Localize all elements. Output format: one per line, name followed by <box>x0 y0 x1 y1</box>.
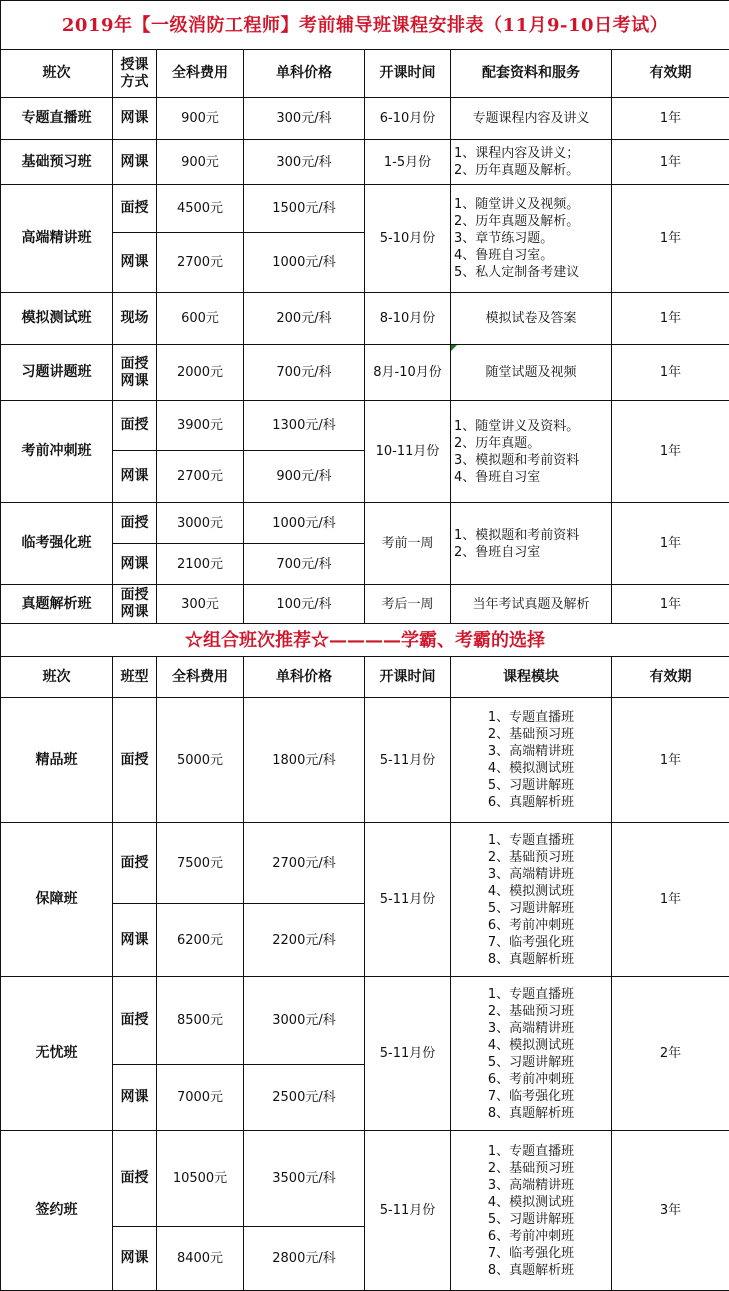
column-header: 配套资料和服务 <box>450 49 612 98</box>
teaching-mode: 网课 <box>112 232 157 293</box>
teaching-mode: 网课 <box>112 450 157 503</box>
start-time: 10-11月份 <box>364 400 451 503</box>
service <box>450 139 612 185</box>
full-fee: 6200元 <box>156 903 244 977</box>
list-item: 1、随堂讲义及视频。 <box>454 197 580 212</box>
package-name: 签约班 <box>0 1130 113 1291</box>
list-item: 7、临考强化班 <box>487 934 575 950</box>
subject-price: 3000元/科 <box>243 976 365 1065</box>
class-type: 面授 <box>112 1130 157 1227</box>
full-fee: 7000元 <box>156 1064 244 1131</box>
class-name: 习题讲题班 <box>0 344 113 401</box>
full-fee: 3900元 <box>156 400 244 451</box>
class-type: 网课 <box>112 1064 157 1131</box>
page-title: 2019年【一级消防工程师】考前辅导班课程安排表（11月9-10日考试） <box>0 0 729 50</box>
column-header: 有效期 <box>611 656 729 698</box>
class-type: 面授 <box>112 976 157 1065</box>
column-header: 班型 <box>112 656 157 698</box>
validity: 1年 <box>611 697 729 823</box>
service <box>450 502 612 585</box>
class-name: 专题直播班 <box>0 97 113 140</box>
full-fee: 900元 <box>156 139 244 185</box>
start-time: 考前一周 <box>364 502 451 585</box>
validity: 1年 <box>611 822 729 977</box>
full-fee: 2700元 <box>156 450 244 503</box>
start-time: 8月-10月份 <box>364 344 451 401</box>
class-name: 真题解析班 <box>0 584 113 624</box>
list-item: 6、真题解析班 <box>487 795 575 810</box>
column-header: 班次 <box>0 49 113 98</box>
list-item: 4、模拟测试班 <box>487 761 575 776</box>
full-fee: 3000元 <box>156 502 244 544</box>
validity: 1年 <box>611 139 729 185</box>
subject-price: 200元/科 <box>243 292 365 345</box>
full-fee: 5000元 <box>156 697 244 823</box>
validity: 1年 <box>611 344 729 401</box>
teaching-mode: 面授 <box>112 184 157 233</box>
list-item: 5、习题讲解班 <box>487 1054 575 1070</box>
teaching-mode: 现场 <box>112 292 157 345</box>
subject-price: 2200元/科 <box>243 903 365 977</box>
list-item: 2、历年真题及解析。 <box>454 163 580 178</box>
list-item: 2、鲁班自习室 <box>454 544 541 560</box>
full-fee: 7500元 <box>156 822 244 904</box>
service-list <box>488 709 574 811</box>
start-time: 考后一周 <box>364 584 451 624</box>
service: 当年考试真题及解析 <box>450 584 612 624</box>
subject-price: 2700元/科 <box>243 822 365 904</box>
class-type: 网课 <box>112 903 157 977</box>
column-header: 课程模块 <box>450 656 612 698</box>
teaching-mode: 面授 网课 <box>112 344 157 401</box>
full-fee: 8500元 <box>156 976 244 1065</box>
course-modules <box>450 1130 612 1291</box>
column-header: 单科价格 <box>243 49 365 98</box>
column-header: 全科费用 <box>156 49 244 98</box>
list-item: 2、基础预习班 <box>487 727 575 742</box>
column-header: 开课时间 <box>364 656 451 698</box>
class-type: 面授 <box>112 697 157 823</box>
subject-price: 100元/科 <box>243 584 365 624</box>
list-item: 1、专题直播班 <box>487 1143 575 1159</box>
validity: 1年 <box>611 502 729 585</box>
service: 模拟试卷及答案 <box>450 292 612 345</box>
package-name: 无忧班 <box>0 976 113 1131</box>
list-item: 2、历年真题。 <box>454 435 541 451</box>
column-header: 全科费用 <box>156 656 244 698</box>
start-time: 5-11月份 <box>364 697 451 823</box>
full-fee: 8400元 <box>156 1226 244 1291</box>
full-fee: 2700元 <box>156 232 244 293</box>
validity: 1年 <box>611 400 729 503</box>
subject-price: 300元/科 <box>243 139 365 185</box>
class-name: 考前冲刺班 <box>0 400 113 503</box>
service-list <box>488 832 574 968</box>
list-item: 2、基础预习班 <box>487 1160 575 1176</box>
list-item: 3、高端精讲班 <box>487 744 575 759</box>
list-item: 3、高端精讲班 <box>487 1020 575 1036</box>
class-name: 临考强化班 <box>0 502 113 585</box>
cell-comment-marker <box>451 345 457 351</box>
validity: 1年 <box>611 184 729 293</box>
full-fee: 2100元 <box>156 543 244 585</box>
list-item: 4、模拟测试班 <box>487 1194 575 1210</box>
list-item: 6、考前冲刺班 <box>487 1071 575 1087</box>
subject-price: 700元/科 <box>243 543 365 585</box>
full-fee: 10500元 <box>156 1130 244 1227</box>
list-item: 8、真题解析班 <box>487 1262 575 1278</box>
column-header: 班次 <box>0 656 113 698</box>
list-item: 3、高端精讲班 <box>487 1177 575 1193</box>
course-modules <box>450 822 612 977</box>
class-type: 网课 <box>112 1226 157 1291</box>
column-header: 单科价格 <box>243 656 365 698</box>
subject-price: 1500元/科 <box>243 184 365 233</box>
column-header <box>112 49 157 98</box>
list-item: 4、鲁班自习室。 <box>454 248 554 263</box>
start-time: 6-10月份 <box>364 97 451 140</box>
subject-price: 3500元/科 <box>243 1130 365 1227</box>
teaching-mode: 网课 <box>112 543 157 585</box>
service-list <box>454 418 579 486</box>
full-fee: 2000元 <box>156 344 244 401</box>
validity: 2年 <box>611 976 729 1131</box>
full-fee: 300元 <box>156 584 244 624</box>
subject-price: 1000元/科 <box>243 232 365 293</box>
validity: 3年 <box>611 1130 729 1291</box>
subject-price: 1000元/科 <box>243 502 365 544</box>
package-name: 精品班 <box>0 697 113 823</box>
list-item: 2、历年真题及解析。 <box>454 214 580 229</box>
subject-price: 1300元/科 <box>243 400 365 451</box>
service-list <box>454 145 579 179</box>
subject-price: 700元/科 <box>243 344 365 401</box>
column-header: 开课时间 <box>364 49 451 98</box>
list-item: 5、习题讲解班 <box>487 900 575 916</box>
subject-price: 1800元/科 <box>243 697 365 823</box>
column-header: 有效期 <box>611 49 729 98</box>
list-item: 2、基础预习班 <box>487 849 575 865</box>
subject-price: 900元/科 <box>243 450 365 503</box>
header-line: 授课 <box>120 56 149 73</box>
teaching-mode: 网课 <box>112 97 157 140</box>
class-name: 高端精讲班 <box>0 184 113 293</box>
service-list <box>488 1143 574 1279</box>
start-time: 8-10月份 <box>364 292 451 345</box>
list-item: 5、私人定制备考建议 <box>454 265 580 280</box>
list-item: 4、鲁班自习室 <box>454 469 541 485</box>
validity: 1年 <box>611 97 729 140</box>
start-time: 1-5月份 <box>364 139 451 185</box>
list-item: 5、习题讲解班 <box>487 778 575 793</box>
full-fee: 4500元 <box>156 184 244 233</box>
list-item: 3、模拟题和考前资料 <box>454 452 580 468</box>
subject-price: 2800元/科 <box>243 1226 365 1291</box>
teaching-mode: 网课 <box>112 139 157 185</box>
teaching-mode: 面授 <box>112 400 157 451</box>
service-list <box>488 986 574 1122</box>
list-item: 8、真题解析班 <box>487 951 575 967</box>
class-name: 基础预习班 <box>0 139 113 185</box>
start-time: 5-10月份 <box>364 184 451 293</box>
service: 随堂试题及视频 <box>450 344 612 401</box>
list-item: 1、随堂讲义及资料。 <box>454 418 580 434</box>
class-type: 面授 <box>112 822 157 904</box>
subject-price: 2500元/科 <box>243 1064 365 1131</box>
validity: 1年 <box>611 584 729 624</box>
subject-price: 300元/科 <box>243 97 365 140</box>
list-item: 6、考前冲刺班 <box>487 917 575 933</box>
start-time: 5-11月份 <box>364 1130 451 1291</box>
list-item: 4、模拟测试班 <box>487 1037 575 1053</box>
full-fee: 900元 <box>156 97 244 140</box>
list-item: 1、专题直播班 <box>487 710 575 725</box>
section-subtitle: ☆组合班次推荐☆————学霸、考霸的选择 <box>0 623 729 657</box>
list-item: 1、模拟题和考前资料 <box>454 527 580 543</box>
start-time: 5-11月份 <box>364 976 451 1131</box>
package-name: 保障班 <box>0 822 113 977</box>
list-item: 4、模拟测试班 <box>487 883 575 899</box>
list-item: 7、临考强化班 <box>487 1245 575 1261</box>
teaching-mode: 面授 网课 <box>112 584 157 624</box>
list-item: 1、课程内容及讲义； <box>454 146 580 161</box>
service-list <box>454 527 579 561</box>
validity: 1年 <box>611 292 729 345</box>
service <box>450 400 612 503</box>
service-list <box>454 196 579 281</box>
list-item: 8、真题解析班 <box>487 1105 575 1121</box>
list-item: 2、基础预习班 <box>487 1003 575 1019</box>
full-fee: 600元 <box>156 292 244 345</box>
list-item: 3、章节练习题。 <box>454 231 554 246</box>
course-modules <box>450 697 612 823</box>
service <box>450 184 612 293</box>
list-item: 6、考前冲刺班 <box>487 1228 575 1244</box>
list-item: 1、专题直播班 <box>487 832 575 848</box>
service: 专题课程内容及讲义 <box>450 97 612 140</box>
list-item: 3、高端精讲班 <box>487 866 575 882</box>
header-line: 方式 <box>120 73 149 90</box>
class-name: 模拟测试班 <box>0 292 113 345</box>
list-item: 1、专题直播班 <box>487 986 575 1002</box>
list-item: 5、习题讲解班 <box>487 1211 575 1227</box>
teaching-mode: 面授 <box>112 502 157 544</box>
start-time: 5-11月份 <box>364 822 451 977</box>
list-item: 7、临考强化班 <box>487 1088 575 1104</box>
course-modules <box>450 976 612 1131</box>
